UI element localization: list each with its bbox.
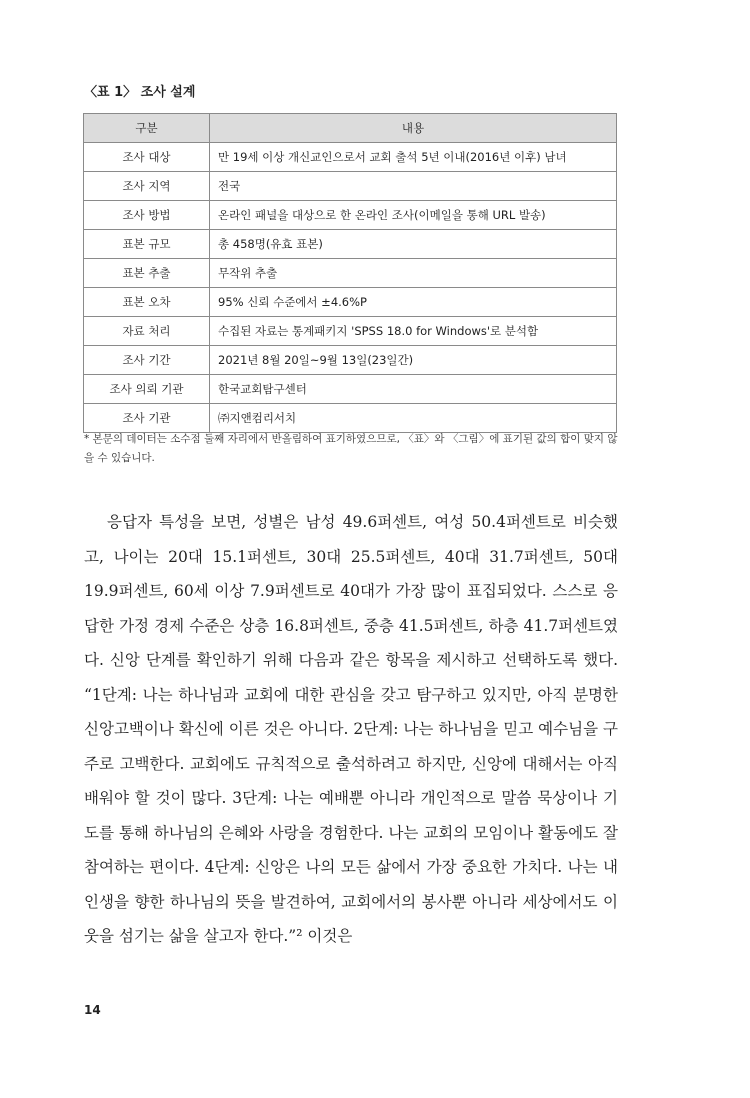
row-category: 조사 대상 bbox=[84, 143, 210, 172]
row-value: ㈜지앤컴리서치 bbox=[210, 404, 617, 433]
row-category: 조사 방법 bbox=[84, 201, 210, 230]
table-row bbox=[84, 346, 617, 375]
table-caption: 〈표 1〉 조사 설계 bbox=[84, 85, 196, 100]
row-value: 수집된 자료는 통계패키지 'SPSS 18.0 for Windows'로 분석함 bbox=[210, 317, 617, 346]
row-category: 조사 기관 bbox=[84, 404, 210, 433]
row-category: 조사 의뢰 기관 bbox=[84, 375, 210, 404]
row-category: 표본 추출 bbox=[84, 259, 210, 288]
row-category: 표본 규모 bbox=[84, 230, 210, 259]
table-row bbox=[84, 317, 617, 346]
header-content: 내용 bbox=[210, 114, 617, 143]
row-value: 만 19세 이상 개신교인으로서 교회 출석 5년 이내(2016년 이후) 남녀 bbox=[210, 143, 617, 172]
row-value: 한국교회탐구센터 bbox=[210, 375, 617, 404]
table-row bbox=[84, 172, 617, 201]
table-row bbox=[84, 201, 617, 230]
row-value: 총 458명(유효 표본) bbox=[210, 230, 617, 259]
table-row bbox=[84, 288, 617, 317]
header-category: 구분 bbox=[84, 114, 210, 143]
table-row bbox=[84, 375, 617, 404]
table-row bbox=[84, 230, 617, 259]
table-row bbox=[84, 259, 617, 288]
row-category: 표본 오차 bbox=[84, 288, 210, 317]
table-row bbox=[84, 143, 617, 172]
page-number: 14 bbox=[84, 1003, 101, 1017]
row-value: 2021년 8월 20일~9월 13일(23일간) bbox=[210, 346, 617, 375]
body-paragraph: 응답자 특성을 보면, 성별은 남성 49.6퍼센트, 여성 50.4퍼센트로 비슷했고, 나이는 20대 15.1퍼센트, 30대 25.5퍼센트, 40대 31.7퍼센트, 50대 19.9퍼센트, 60세 이상 7.9퍼센트로 40대가 가장 많이 표집되었다. 스스로 응답한 가정 경제 수준은 상층 16.8퍼센트, 중층 41.5퍼센트, 하층 41.7퍼센트였다. 신앙 단계를 확인하기 위해 다음과 같은 항목을 제시하고 선택하도록 했다. “1단계: 나는 하나님과 교회에 대한 관심을 갖고 탐구하고 있지만, 아직 분명한 신앙고백이나 확신에 이른 것은 아니다. 2단계: 나는 하나님을 믿고 예수님을 구주로 고백한다. 교회에도 규칙적으로 출석하려고 하지만, 신앙에 대해서는 아직 배워야 할 것이 많다. 3단계: 나는 예배뿐 아니라 개인적으로 말씀 묵상이나 기도를 통해 하나님의 은혜와 사랑을 경험한다. 나는 교회의 모임이나 활동에도 잘 참여하는 편이다. 4단계: 신앙은 나의 모든 삶에서 가장 중요한 가치다. 나는 내 인생을 향한 하나님의 뜻을 발견하여, 교회에서의 봉사뿐 아니라 세상에서도 이웃을 섬기는 삶을 살고자 한다.”² 이것은 bbox=[84, 513, 618, 945]
row-value: 전국 bbox=[210, 172, 617, 201]
table-footnote: * 본문의 데이터는 소수점 둘째 자리에서 반올림하여 표기하였으므로, 〈표〉와 〈그림〉에 표기된 값의 합이 맞지 않을 수 있습니다. bbox=[84, 433, 618, 464]
row-category: 조사 지역 bbox=[84, 172, 210, 201]
row-value: 온라인 패널을 대상으로 한 온라인 조사(이메일을 통해 URL 발송) bbox=[210, 201, 617, 230]
row-category: 조사 기간 bbox=[84, 346, 210, 375]
survey-design-table bbox=[83, 113, 617, 433]
row-category: 자료 처리 bbox=[84, 317, 210, 346]
table-header-row bbox=[84, 114, 617, 143]
row-value: 95% 신뢰 수준에서 ±4.6%P bbox=[210, 288, 617, 317]
table-row bbox=[84, 404, 617, 433]
row-value: 무작위 추출 bbox=[210, 259, 617, 288]
